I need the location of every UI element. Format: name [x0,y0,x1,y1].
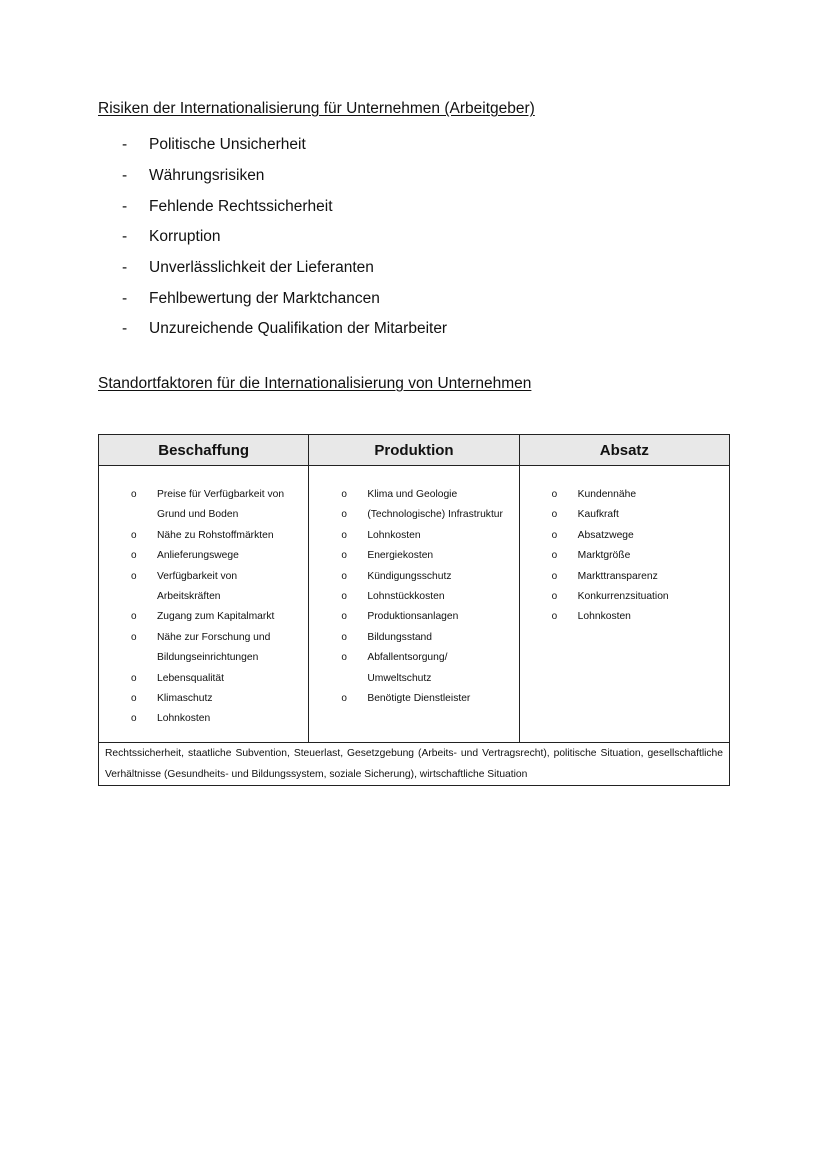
list-item [309,587,518,607]
circle-bullet-icon: o [551,550,558,562]
list-item [520,607,729,627]
list-item [99,546,308,566]
factor-text: Arbeitskräften [157,591,221,603]
general-factors-cell: Rechtssicherheit, staatliche Subvention, Steuerlast, Gesetzgebung (Arbeits- und Vertragsrecht), politische Situation, gesellschaftliche Verhältnisse (Gesundheits- und Bildungssystem, soziale Sicherung), wirtschaftliche Situation [99,742,730,785]
list-item [122,222,447,253]
circle-bullet-icon: o [551,591,558,603]
risk-text: Korruption [149,228,221,246]
factor-text: Benötigte Dienstleister [367,693,471,705]
factor-text: Kundennähe [577,489,637,500]
risk-text: Unzureichende Qualifikation der Mitarbeiter [149,320,448,338]
circle-bullet-icon: o [551,529,558,541]
factor-text: Verfügbarkeit von [157,570,238,582]
list-item [99,485,308,505]
list-item [520,526,729,546]
list-item [520,505,729,525]
circle-bullet-icon: o [341,591,347,603]
circle-bullet-icon: o [131,713,137,725]
risks-heading: Risiken der Internationalisierung für Unternehmen (Arbeitgeber) [98,100,535,117]
list-item [122,161,447,192]
factor-text: Marktgröße [577,550,631,562]
circle-bullet-icon: o [341,693,347,705]
list-item [122,283,447,314]
factor-text: Absatzwege [577,529,634,541]
column-beschaffung [99,466,309,743]
factor-text: Lohnstückkosten [367,591,445,603]
list-item [309,485,518,505]
list-item [309,505,518,525]
list-item [309,628,518,648]
factor-text: Abfallentsorgung/ [367,652,448,664]
list-item [122,130,447,161]
table-row [99,466,730,743]
factor-text: Klimaschutz [157,693,213,705]
list-item-continuation [99,587,308,607]
circle-bullet-icon: o [131,570,137,582]
list-item [309,567,518,587]
list-item-continuation [309,669,518,689]
factor-text: Konkurrenzsituation [577,591,669,603]
factor-text: Lohnkosten [367,529,421,541]
factor-text: Anlieferungswege [157,550,239,562]
table-header-row [99,435,730,466]
list-item [99,689,308,709]
risk-text: Fehlbewertung der Marktchancen [149,289,380,307]
factor-text: Lebensqualität [157,672,224,684]
circle-bullet-icon: o [131,693,137,705]
risk-text: Fehlende Rechtssicherheit [149,197,333,215]
factor-text: Kündigungsschutz [367,570,452,582]
circle-bullet-icon: o [131,631,137,643]
column-produktion [309,466,519,743]
list-item [520,587,729,607]
circle-bullet-icon: o [341,652,347,664]
column-header-produktion: Produktion [309,435,519,466]
risks-list [122,130,447,345]
circle-bullet-icon [99,648,157,668]
circle-bullet-icon: o [341,529,347,541]
factor-text: Preise für Verfügbarkeit von [157,489,285,500]
circle-bullet-icon: o [551,611,558,623]
risk-text: Währungsrisiken [149,167,265,185]
factor-text: Markttransparenz [577,570,658,582]
circle-bullet-icon: o [131,550,137,562]
dash-bullet: - [122,228,128,246]
circle-bullet-icon: o [131,529,137,541]
factor-text: Lohnkosten [577,611,631,623]
circle-bullet-icon: o [551,489,558,500]
list-item [520,546,729,566]
dash-bullet: - [122,289,128,307]
dash-bullet: - [122,259,128,277]
factor-text: Bildungsstand [367,631,433,643]
list-item [99,607,308,627]
factor-text: Umweltschutz [367,672,432,684]
list-item [99,669,308,689]
circle-bullet-icon: o [341,570,347,582]
factor-text: Nähe zur Forschung und [157,631,271,643]
factor-text: Bildungseinrichtungen [157,652,259,664]
circle-bullet-icon: o [341,631,347,643]
circle-bullet-icon: o [341,550,347,562]
list-item [99,567,308,587]
circle-bullet-icon [99,505,157,525]
risk-text: Politische Unsicherheit [149,136,306,154]
list-item [122,314,447,345]
risk-text: Unverlässlichkeit der Lieferanten [149,259,374,277]
location-factors-table [98,434,730,786]
factor-text: Klima und Geologie [367,489,458,500]
dash-bullet: - [122,197,128,215]
factor-text: Produktionsanlagen [367,611,459,623]
list-item [122,253,447,284]
column-header-absatz: Absatz [519,435,729,466]
factor-text: Zugang zum Kapitalmarkt [157,611,275,623]
list-item [309,607,518,627]
list-item [99,526,308,546]
location-factors-heading: Standortfaktoren für die Internationalisierung von Unternehmen [98,375,532,392]
factor-text: (Technologische) Infrastruktur [367,509,503,521]
dash-bullet: - [122,167,128,185]
dash-bullet: - [122,136,128,154]
table-footer-row [99,742,730,785]
factor-text: Lohnkosten [157,713,211,725]
list-item [99,709,308,729]
list-item [309,546,518,566]
list-item [309,689,518,709]
list-item [520,567,729,587]
dash-bullet: - [122,320,128,338]
factor-text: Grund und Boden [157,509,239,521]
list-item-continuation [99,648,308,668]
factor-text: Kaufkraft [577,509,619,521]
list-item [99,628,308,648]
column-header-beschaffung: Beschaffung [99,435,309,466]
circle-bullet-icon: o [341,611,347,623]
circle-bullet-icon: o [551,509,558,521]
circle-bullet-icon: o [341,489,347,500]
list-item [520,485,729,505]
circle-bullet-icon: o [131,611,137,623]
factor-text: Energiekosten [367,550,434,562]
circle-bullet-icon: o [131,672,137,684]
list-item [122,191,447,222]
list-item-continuation [99,505,308,525]
list-item [309,648,518,668]
circle-bullet-icon [99,587,157,607]
list-item [309,526,518,546]
circle-bullet-icon: o [131,489,137,500]
circle-bullet-icon [309,669,367,689]
factor-text: Nähe zu Rohstoffmärkten [157,529,274,541]
column-absatz [519,466,729,743]
circle-bullet-icon: o [551,570,558,582]
circle-bullet-icon: o [341,509,347,521]
